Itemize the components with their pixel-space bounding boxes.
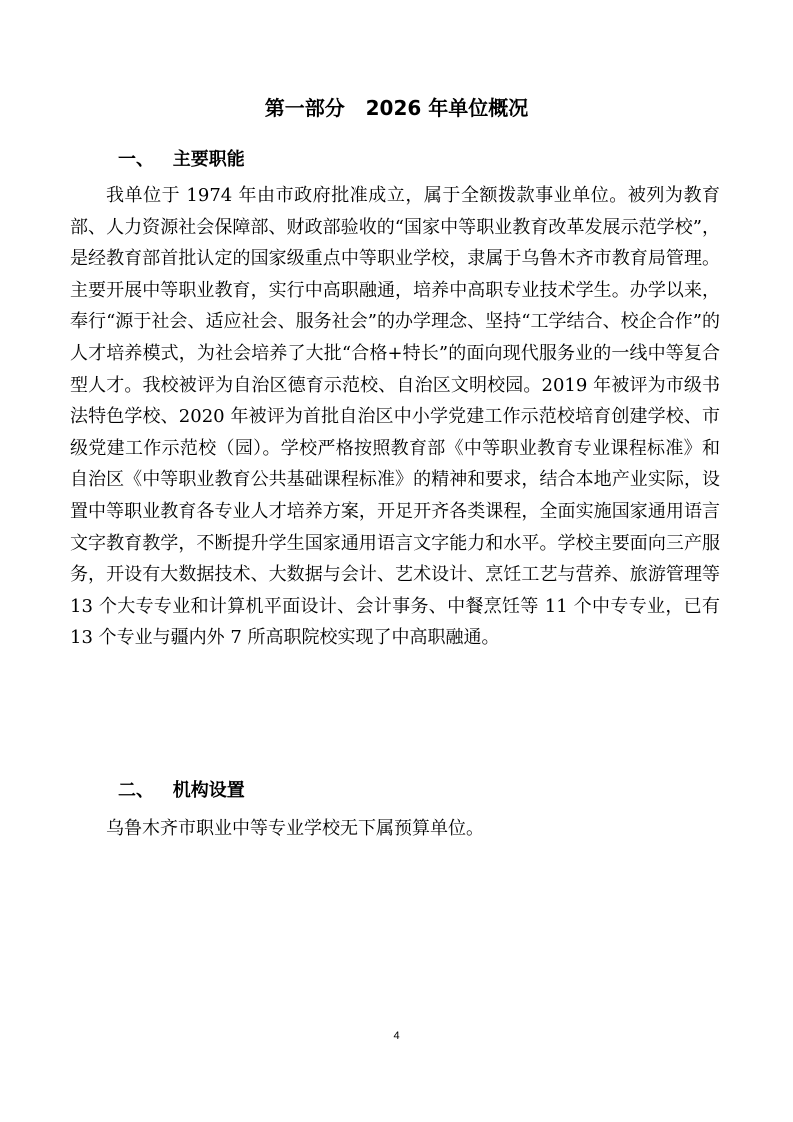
page-number: 4 [393,1030,400,1042]
section-paragraph-main-functions: 我单位于 1974 年由市政府批准成立，属于全额拨款事业单位。被列为教育部、人力资源社会保障部、财政部验收的“国家中等职业教育改革发展示范学校”，是经教育部首批认定的国家级重点中等职业学校，隶属于乌鲁木齐市教育局管理。主要开展中等职业教育，实行中高职融通，培养中高职专业技术学生。办学以来，奉行“源于社会、适应社会、服务社会”的办学理念、坚持“工学结合、校企合作”的人才培养模式，为社会培养了大批“合格+特长”的面向现代服务业的一线中等复合型人才。我校被评为自治区德育示范校、自治区文明校园。2019 年被评为市级书法特色学校、2020 年被评为首批自治区中小学党建工作示范校培育创建学校、市级党建工作示范校（园）。学校严格按照教育部《中等职业教育专业课程标准》和自治区《中等职业教育公共基础课程标准》的精神和要求，结合本地产业实际，设置中等职业教育各专业人才培养方案，开足开齐各类课程，全面实施国家通用语言文字教育教学，不断提升学生国家通用语言文字能力和水平。学校主要面向三产服务，开设有大数据技术、大数据与会计、艺术设计、烹饪工艺与营养、旅游管理等 13 个大专专业和计算机平面设计、会计事务、中餐烹饪等 11 个中专专业，已有 13 个专业与疆内外 7 所高职院校实现了中高职融通。 [70,185,720,649]
page-title: 第一部分 2026 年单位概况 [264,96,529,120]
section-heading-organization: 二、 机构设置 [118,780,245,801]
section-paragraph-organization: 乌鲁木齐市职业中等专业学校无下属预算单位。 [106,818,484,839]
section-heading-main-functions: 一、 主要职能 [118,149,245,170]
